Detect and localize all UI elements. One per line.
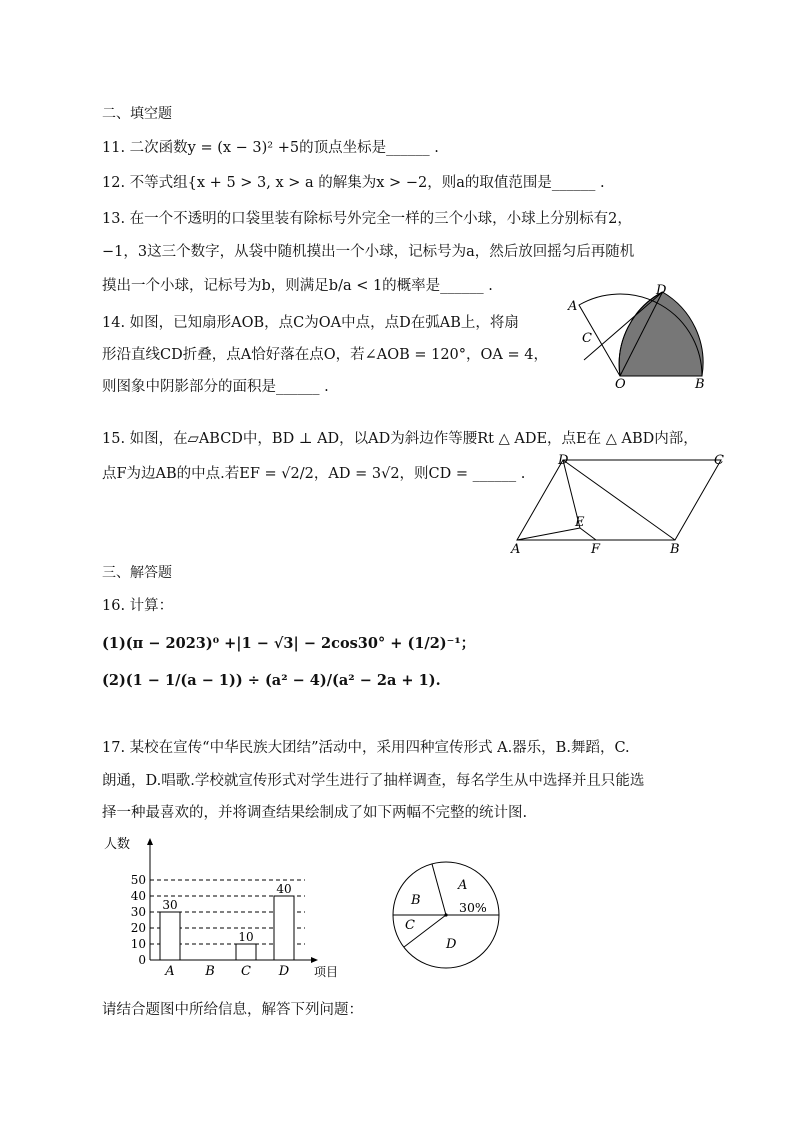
bar-chart-ytick-label: 30 [130, 905, 146, 919]
figure-parallelogram-abcd [505, 450, 735, 560]
closing-instruction: 请结合题图中所给信息，解答下列问题： [102, 1002, 363, 1018]
question-13-line3: 摸出一个小球，记标号为b，则满足b/a < 1的概率是______ . [102, 278, 493, 294]
question-16-title: 16. 计算： [102, 598, 174, 614]
pie-annotation-a-percent: 30% [459, 900, 487, 915]
fig15-label-d: D [558, 453, 569, 468]
pie-label-d: D [446, 937, 457, 952]
question-14-line3: 则图象中阴影部分的面积是______ . [102, 379, 329, 395]
bar-chart-ytick-label: 0 [138, 953, 146, 967]
question-13-line1: 13. 在一个不透明的口袋里装有除标号外完全一样的三个小球，小球上分别标有2， [102, 211, 632, 227]
question-16-part1: (1)(π − 2023)⁰ +|1 − √3| − 2cos30° + (1/2)⁻¹； [102, 635, 476, 652]
fig14-label-b: B [695, 377, 705, 392]
bar-d [274, 896, 294, 960]
bar-chart-ytick-label: 40 [130, 889, 146, 903]
question-12: 12. 不等式组{x + 5 > 3, x > a 的解集为x > −2，则a的取值范围是______ . [102, 175, 605, 191]
bar-a [160, 912, 180, 960]
fig15-label-a: A [511, 542, 521, 557]
bar-c [236, 944, 256, 960]
fig15-label-e: E [575, 515, 585, 530]
fig14-label-d: D [656, 283, 667, 298]
question-13-line2: −1，3这三个数字，从袋中随机摸出一个小球，记标号为a，然后放回摇匀后再随机 [102, 244, 635, 260]
question-15-line1: 15. 如图，在▱ABCD中，BD ⊥ AD，以AD为斜边作等腰Rt △ ADE，点E在 △ ABD内部， [102, 431, 698, 447]
question-11: 11. 二次函数y = (x − 3)² +5的顶点坐标是______ . [102, 140, 439, 156]
question-17-line1: 17. 某校在宣传“中华民族大团结”活动中，采用四种宣传形式 A.器乐，B.舞蹈，C. [102, 740, 630, 756]
question-17-line2: 朗通，D.唱歌.学校就宣传形式对学生进行了抽样调查，每名学生从中选择并且只能选 [102, 773, 645, 789]
figure-sector-aob [560, 282, 720, 392]
bar-chart-xlabel: 项目 [314, 965, 339, 979]
section-title-solve: 三、解答题 [102, 565, 172, 581]
question-15-line2: 点F为边AB的中点.若EF = √2/2，AD = 3√2，则CD = ______ . [102, 466, 526, 482]
bar-value-label-d: 40 [276, 882, 292, 896]
fig15-label-c: C [714, 453, 724, 468]
fig15-label-f: F [591, 542, 601, 557]
question-16-part2: (2)(1 − 1/(a − 1)) ÷ (a² − 4)/(a² − 2a + 1). [102, 672, 441, 689]
question-14-line2: 形沿直线CD折叠，点A恰好落在点O，若∠AOB = 120°，OA = 4， [102, 347, 548, 363]
fig14-label-o: O [615, 377, 626, 392]
bar-chart-ylabel: 人数 [104, 837, 131, 852]
fig15-label-b: B [670, 542, 680, 557]
bar-value-label-a: 30 [162, 898, 178, 912]
bar-category-label-d: D [278, 964, 290, 979]
fig14-label-a: A [568, 299, 578, 314]
bar-category-label-b: B [205, 964, 215, 979]
bar-value-label-c: 10 [238, 930, 254, 944]
fig14-label-c: C [582, 331, 592, 346]
question-14-line1: 14. 如图，已知扇形AOB，点C为OA中点，点D在弧AB上，将扇 [102, 315, 519, 331]
bar-chart-ytick-label: 10 [130, 937, 146, 951]
pie-label-c: C [405, 918, 415, 933]
bar-category-label-c: C [241, 964, 251, 979]
pie-chart-survey [385, 858, 510, 973]
pie-label-a: A [458, 878, 468, 893]
bar-chart-ytick-label: 20 [130, 921, 146, 935]
pie-label-b: B [411, 893, 421, 908]
question-17-line3: 择一种最喜欢的，并将调查结果绘制成了如下两幅不完整的统计图. [102, 805, 528, 821]
bar-category-label-a: A [165, 964, 175, 979]
bar-chart-ytick-label: 50 [130, 873, 146, 887]
section-title-fill-in: 二、填空题 [102, 106, 172, 122]
bar-chart-survey [100, 832, 360, 982]
